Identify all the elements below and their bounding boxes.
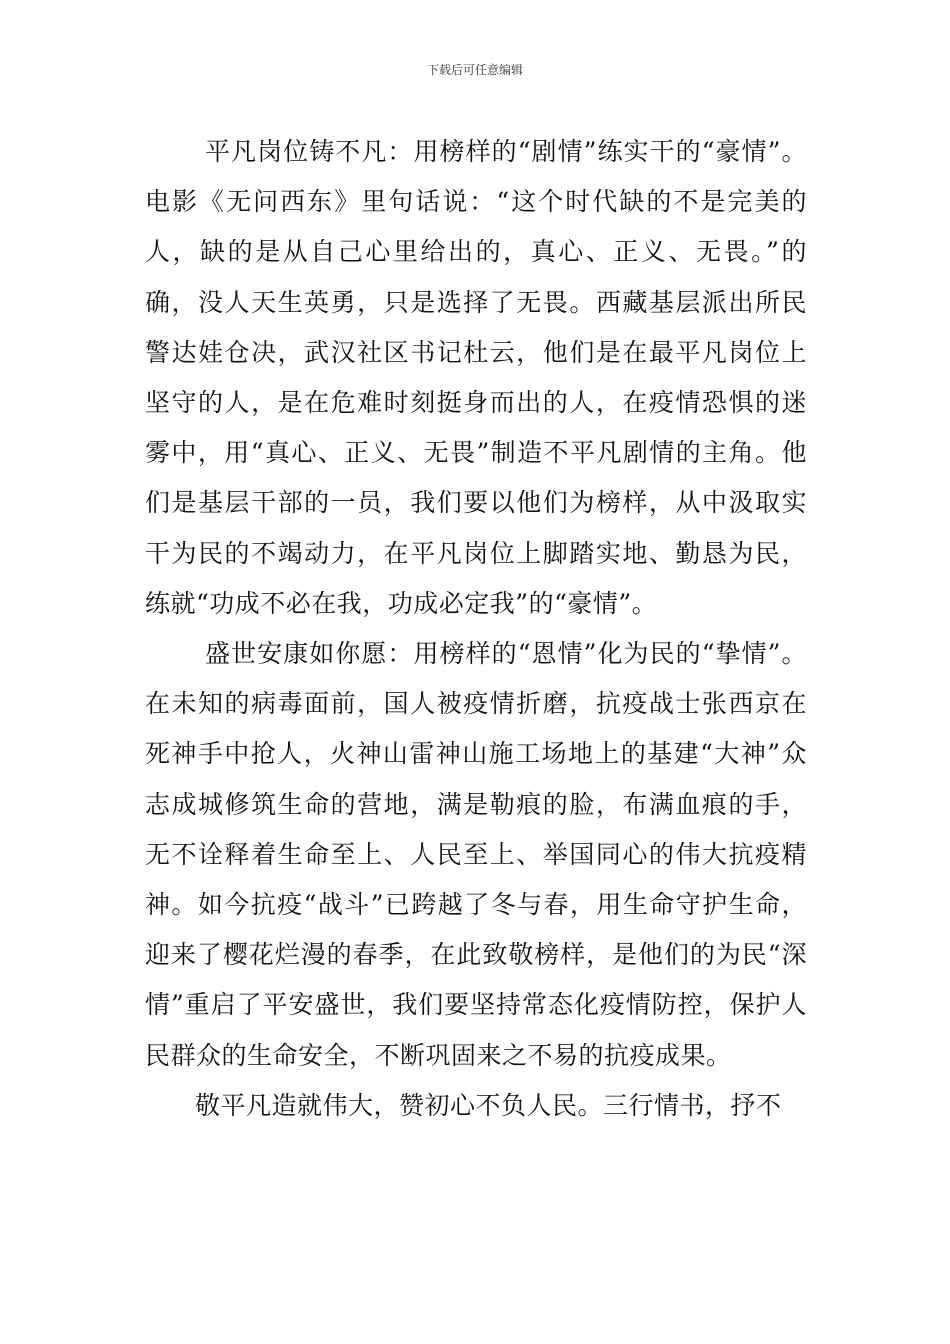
paragraph-1: 平凡岗位铸不凡：用榜样的“剧情”练实干的“豪情”。电影《无问西东》里句话说：“这个时代缺的不是完美的人，缺的是从自己心里给出的，真心、正义、无畏。”的确，没人天生英勇，只是选择了无畏。西藏基层派出所民警达娃仓决，武汉社区书记杜云，他们是在最平凡岗位上坚守的人，是在危难时刻挺身而出的人，在疫情恐惧的迷雾中，用“真心、正义、无畏”制造不平凡剧情的主角。他们是基层干部的一员，我们要以他们为榜样，从中汲取实干为民的不竭动力，在平凡岗位上脚踏实地、勤恳为民，练就“功成不必在我，功成必定我”的“豪情”。	[145, 137, 807, 618]
paragraph-2: 盛世安康如你愿：用榜样的“恩情”化为民的“挚情”。在未知的病毒面前，国人被疫情折磨，抗疫战士张西京在死神手中抢人，火神山雷神山施工场地上的基建“大神”众志成城修筑生命的营地，满是勒痕的脸，布满血痕的手，无不诠释着生命至上、人民至上、举国同心的伟大抗疫精神。如今抗疫“战斗”已跨越了冬与春，用生命守护生命，迎来了樱花烂漫的春季，在此致敬榜样，是他们的为民“深情”重启了平安盛世，我们要坚持常态化疫情防控，保护人民群众的生命安全，不断巩固来之不易的抗疫成果。	[145, 639, 807, 1070]
page-header: 下载后可任意编辑	[426, 63, 523, 77]
document-body	[145, 127, 807, 1131]
paragraph-3: 敬平凡造就伟大，赞初心不负人民。三行情书，抒不	[195, 1090, 782, 1120]
